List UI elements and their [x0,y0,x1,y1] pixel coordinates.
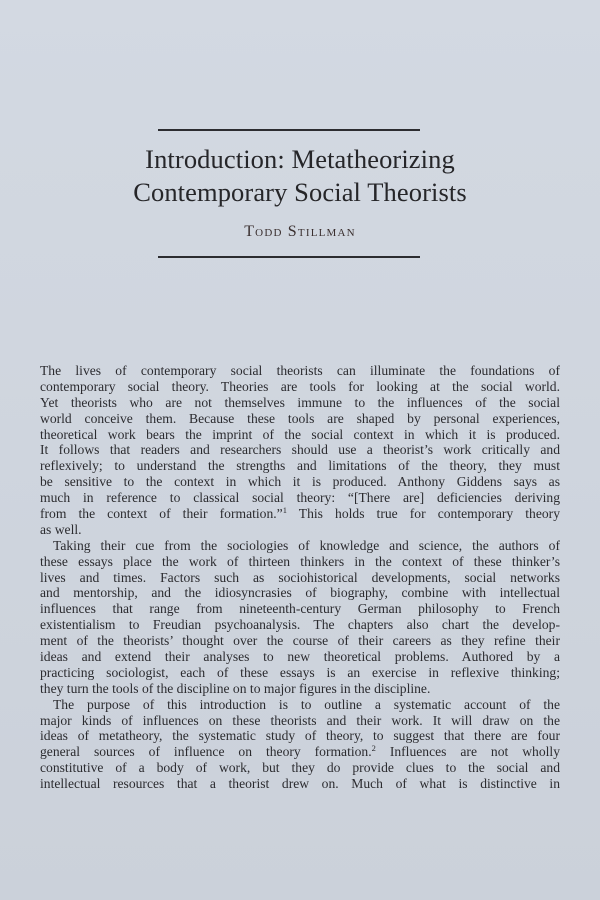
body-line [40,713,560,729]
body-line [40,728,560,744]
body-line [40,760,560,776]
body-line [40,522,560,538]
body-line [40,617,560,633]
body-line-text: The purpose of this introduction is to outline a systematic account of the [53,696,560,712]
body-line [40,649,560,665]
body-line [40,395,560,411]
body-line-text: theoretical work bears the imprint of the social context in which it is produced. [40,426,560,442]
body-line [40,379,560,395]
body-line-text: ideas and extend their analyses to new theoretical problems. Authored by a [40,649,560,665]
body-text [40,363,560,792]
body-line [40,697,560,713]
body-line-text: The lives of contemporary social theorists can illuminate the foundations of [40,363,560,378]
body-line [40,681,560,697]
body-line-text: world conceive them. Because these tools are shaped by personal experiences, [40,410,560,426]
body-line-text: intellectual resources that a theorist drew on. Much of what is distinctive in [40,776,560,792]
body-line [40,554,560,570]
body-line-text: contemporary social theory. Theories are tools for looking at the social world. [40,378,560,394]
body-line [40,744,560,760]
footnote-marker: 1 [282,506,287,516]
body-line-text: from the context of their formation.” [40,506,283,522]
body-line-text: It follows that readers and researchers should use a theorist’s work critically and [40,442,560,458]
body-line [40,601,560,617]
body-line [40,458,560,474]
body-line-text: general sources of influence on theory formation. [40,744,372,760]
body-line [40,570,560,586]
body-line-text: and mentorship, and the idiosyncrasies of biography, combine with intellectual [40,585,560,601]
body-line-text: as well. [40,521,82,537]
title-rule-top [158,129,420,131]
body-line-text-tail: Influences are not wholly [375,744,560,760]
body-line [40,427,560,443]
chapter-title-line-2: Contemporary Social Theorists [133,177,467,207]
body-line-text: ment of the theorists’ thought over the course of their careers as they refine their [40,633,560,649]
chapter-title [40,143,560,209]
body-line-text: they turn the tools of the discipline on to major figures in the discipline. [40,680,431,696]
body-line-text: practicing sociologist, each of these essays is an exercise in reflexive thinking; [40,664,560,680]
body-line-text: Taking their cue from the sociologies of knowledge and science, the authors of [53,537,560,553]
body-line [40,776,560,792]
body-line-text: much in reference to classical social theory: “[There are] deficiencies deriving [40,490,560,506]
body-line-text: be sensitive to the context in which it is produced. Anthony Giddens says as [40,474,560,490]
body-line-text: influences that range from nineteenth-century German philosophy to French [40,601,560,617]
body-line-text: Yet theorists who are not themselves immune to the influences of the social [40,394,560,410]
body-line-text: existentialism to Freudian psychoanalysis. The chapters also chart the develop- [40,617,560,633]
body-line-text: ideas of metatheory, the systematic study of theory, to suggest that there are four [40,728,560,744]
body-line-text: major kinds of influences on these theorists and their work. It will draw on the [40,712,560,728]
body-line [40,474,560,490]
chapter-author: Todd Stillman [244,223,356,240]
body-line-text-tail: This holds true for contemporary theory [286,506,560,522]
body-line-text: these essays place the work of thirteen thinkers in the context of these thinker’s [40,553,560,569]
body-line [40,411,560,427]
body-line [40,506,560,522]
chapter-title-line-1: Introduction: Metatheorizing [145,144,455,174]
body-line [40,665,560,681]
body-line-text: lives and times. Factors such as sociohistorical developments, social networks [40,569,560,585]
body-line [40,633,560,649]
body-line [40,538,560,554]
body-line-text: constitutive of a body of work, but they do provide clues to the social and [40,760,560,776]
body-line-text: reflexively; to understand the strengths and limitations of the theory, they must [40,458,560,474]
body-line [40,363,560,379]
body-line [40,585,560,601]
title-rule-bottom [158,256,420,258]
footnote-marker: 2 [371,744,376,754]
body-line [40,442,560,458]
body-line [40,490,560,506]
